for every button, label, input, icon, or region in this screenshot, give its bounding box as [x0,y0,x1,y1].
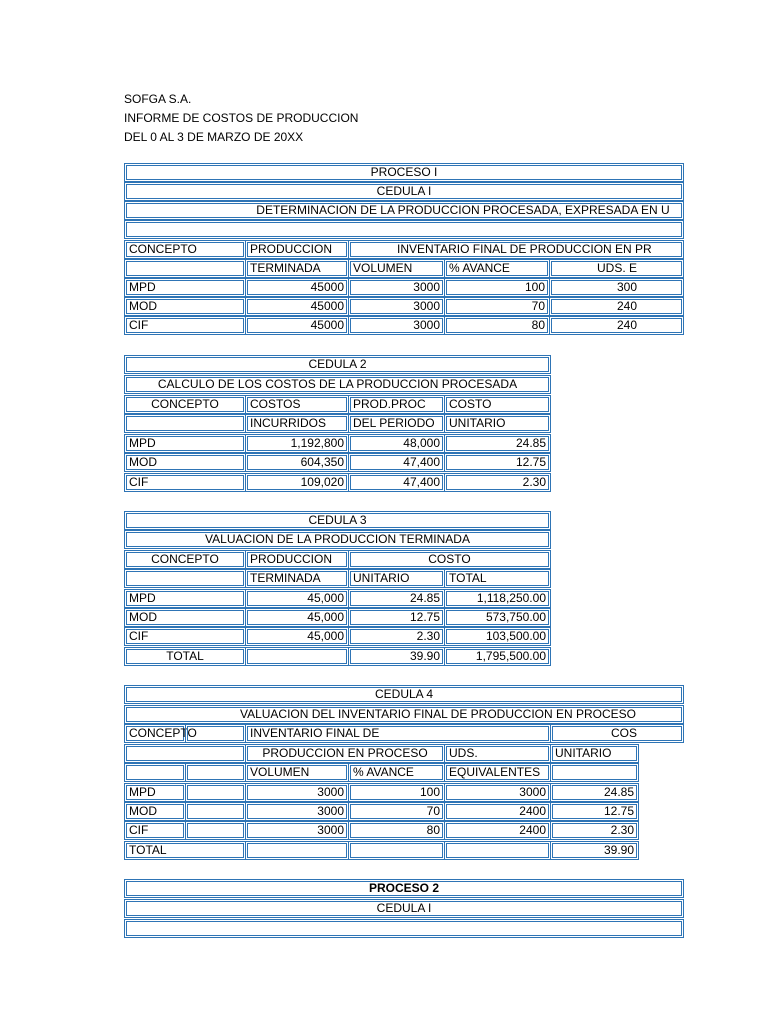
concepto-cell: MPD [124,783,186,802]
cedula1-title: CEDULA I [124,182,684,201]
avance-cell: 80 [444,316,550,335]
cedula2-h-prodproc: PROD.PROC [348,395,445,414]
volumen-cell: 3000 [348,297,445,316]
unitario-cell: 12.75 [444,453,551,472]
terminada-cell: 45000 [245,278,349,297]
concepto-cell: CIF [124,821,186,840]
terminada-cell: 45,000 [245,627,349,646]
cedula2-h-blank [124,414,246,433]
total-blank [444,841,551,860]
cedula4-h-blank5 [550,763,639,782]
unitario-cell: 12.75 [348,608,445,627]
avance-cell: 100 [444,278,550,297]
cedula1-h-blank [124,259,246,278]
uds-cell: 2400 [444,802,551,821]
cedula3-h-costo: COSTO [348,550,551,569]
cedula4-h-blank1 [185,724,246,743]
cedula4-title: CEDULA 4 [124,685,684,704]
cedula4-h-concepto: CONCEPTO [124,724,186,743]
total-blank [245,647,349,666]
avance-cell: 70 [348,802,445,821]
proceso1-title: PROCESO I [124,163,684,182]
cedula1-h-produccion: PRODUCCION [245,240,349,259]
proceso2-title: PROCESO 2 [124,879,684,898]
total-cell: 573,750.00 [444,608,551,627]
blank-cell [185,821,246,840]
cedula2-h-costos: COSTOS [245,395,349,414]
proceso2-cedula1-title: CEDULA I [124,899,684,918]
cedula2-title: CEDULA 2 [124,355,551,374]
cedula3-title: CEDULA 3 [124,511,551,530]
concepto-cell: MPD [124,434,246,453]
cedula1-h-terminada: TERMINADA [245,259,349,278]
concepto-cell: MPD [124,278,246,297]
concepto-cell: MOD [124,802,186,821]
terminada-cell: 45000 [245,297,349,316]
concepto-cell: CIF [124,316,246,335]
prodproc-cell: 47,400 [348,473,445,492]
blank-cell [185,783,246,802]
cedula1-subtitle: DETERMINACION DE LA PRODUCCION PROCESADA, EXPRESADA EN U [124,201,684,220]
prodproc-cell: 48,000 [348,434,445,453]
total-unitario-cell: 39.90 [348,647,445,666]
cedula4-h-equiv: EQUIVALENTES [444,763,551,782]
report-title: INFORME DE COSTOS DE PRODUCCION [124,111,359,125]
volumen-cell: 3000 [245,783,349,802]
company-name: SOFGA S.A. [124,92,192,106]
avance-cell: 80 [348,821,445,840]
unitario-cell: 2.30 [444,473,551,492]
terminada-cell: 45000 [245,316,349,335]
cedula4-h-avance: % AVANCE [348,763,445,782]
blank-cell [185,802,246,821]
cedula2-subtitle: CALCULO DE LOS COSTOS DE LA PRODUCCION PROCESADA [124,375,551,394]
cedula3-h-unitario: UNITARIO [348,569,445,588]
cedula4-subtitle: VALUACION DEL INVENTARIO FINAL DE PRODUCCION EN PROCESO [124,705,684,724]
cedula1-h-concepto: CONCEPTO [124,240,246,259]
unitario-cell: 2.30 [348,627,445,646]
concepto-cell: CIF [124,627,246,646]
total-total-cell: 1,795,500.00 [444,647,551,666]
cedula3-h-terminada: TERMINADA [245,569,349,588]
costos-cell: 109,020 [245,473,349,492]
concepto-cell: MOD [124,297,246,316]
uds-cell: 2400 [444,821,551,840]
proceso2-blank-row [124,919,684,938]
avance-cell: 100 [348,783,445,802]
prodproc-cell: 47,400 [348,453,445,472]
uds-cell: 3000 [444,783,551,802]
uds-cell: 240 [549,297,684,316]
cedula2-h-concepto: CONCEPTO [124,395,246,414]
cedula3-h-produccion: PRODUCCION [245,550,349,569]
cedula3-h-concepto: CONCEPTO [124,550,246,569]
cedula4-h-uds: UDS. [444,744,551,763]
unitario-cell: 24.85 [348,589,445,608]
uds-cell: 300 [549,278,684,297]
cedula1-h-avance: % AVANCE [444,259,550,278]
volumen-cell: 3000 [348,316,445,335]
costos-cell: 604,350 [245,453,349,472]
cedula2-h-costo: COSTO [444,395,551,414]
cedula4-h-blank2 [124,744,246,763]
cedula4-h-inv1: INVENTARIO FINAL DE [245,724,551,743]
cedula4-h-cos: COS [550,724,684,743]
cedula3-h-total: TOTAL [444,569,551,588]
volumen-cell: 3000 [348,278,445,297]
concepto-cell: MOD [124,453,246,472]
unitario-cell: 12.75 [550,802,639,821]
cedula3-h-blank [124,569,246,588]
cedula1-blank-row [124,220,684,239]
cedula4-h-volumen: VOLUMEN [245,763,349,782]
report-period: DEL 0 AL 3 DE MARZO DE 20XX [124,130,304,144]
cedula4-h-blank4 [185,763,246,782]
cedula1-h-inv-final: INVENTARIO FINAL DE PRODUCCION EN PR [348,240,684,259]
cedula4-h-inv2: PRODUCCION EN PROCESO [245,744,445,763]
cedula1-h-uds: UDS. E [549,259,684,278]
total-blank [245,841,349,860]
total-unitario-cell: 39.90 [550,841,639,860]
avance-cell: 70 [444,297,550,316]
costos-cell: 1,192,800 [245,434,349,453]
cedula2-h-delperiodo: DEL PERIODO [348,414,445,433]
concepto-cell: MPD [124,589,246,608]
unitario-cell: 24.85 [444,434,551,453]
total-label: TOTAL [124,647,246,666]
cedula4-h-unitario: UNITARIO [550,744,639,763]
cedula2-h-incurridos: INCURRIDOS [245,414,349,433]
total-cell: 103,500.00 [444,627,551,646]
terminada-cell: 45,000 [245,608,349,627]
total-blank [348,841,445,860]
cedula4-h-blank3 [124,763,186,782]
total-label: TOTAL [124,841,246,860]
total-cell: 1,118,250.00 [444,589,551,608]
concepto-cell: CIF [124,473,246,492]
uds-cell: 240 [549,316,684,335]
volumen-cell: 3000 [245,821,349,840]
unitario-cell: 24.85 [550,783,639,802]
cedula2-h-unitario: UNITARIO [444,414,551,433]
concepto-cell: MOD [124,608,246,627]
cedula3-subtitle: VALUACION DE LA PRODUCCION TERMINADA [124,530,551,549]
cedula1-h-volumen: VOLUMEN [348,259,445,278]
terminada-cell: 45,000 [245,589,349,608]
unitario-cell: 2.30 [550,821,639,840]
volumen-cell: 3000 [245,802,349,821]
